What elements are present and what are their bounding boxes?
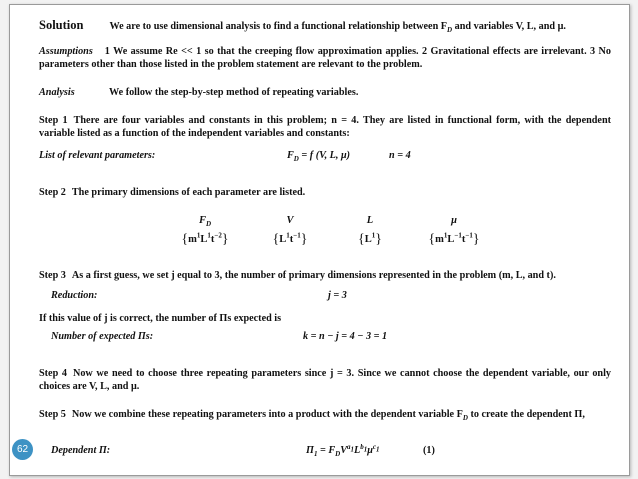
check-text: If this value of j is correct, the number of Πs expected is: [39, 313, 282, 324]
dimension-column-l: [330, 215, 410, 246]
page-number-badge: 62: [12, 439, 33, 460]
dependent-pi-equation: $\Pi_1 = F_DV^{a_1}L^{b_1}\mu^{c_1}$: [306, 442, 380, 459]
parameter-dimension: $\{m^1L^1t^{-2}\}$: [181, 231, 229, 247]
reduction-equation: j = 3: [328, 290, 347, 301]
step2-paragraph: [39, 187, 611, 200]
parameter-symbol: μ: [451, 215, 457, 226]
expected-pi-equation: k = n − j = 4 − 3 = 1: [303, 331, 388, 342]
analysis-text: We follow the step-by-step method of repeating variables.: [109, 87, 359, 98]
slide: [9, 4, 630, 476]
step1-label: Step 1: [39, 115, 68, 126]
step1-paragraph: [39, 115, 611, 140]
solution-text: We are to use dimensional analysis to find a functional relationship between F: [109, 21, 448, 32]
solution-text-tail: and variables V, L, and μ.: [452, 21, 566, 32]
dimension-column-fd: [165, 215, 245, 246]
step4-text: Now we need to choose three repeating parameters since j = 3. Since we cannot choose the dependent variable, our only choices are V, L, and μ.: [39, 368, 611, 392]
parameter-dimension: $\{m^1L^{-1}t^{-1}\}$: [428, 231, 480, 247]
relevant-parameters-label: List of relevant parameters:: [39, 150, 156, 161]
step3-label: Step 3: [39, 270, 66, 281]
dimension-column-v: [250, 215, 330, 246]
n-value: n = 4: [389, 150, 411, 161]
check-paragraph: [39, 313, 611, 326]
expected-pi-label: Number of expected Πs:: [51, 331, 154, 342]
step1-text: There are four variables and constants in this problem; n = 4. They are listed in functional form, with the dependent variable listed as a function of the independent variables and constants:: [39, 115, 611, 139]
parameter-symbol: L: [366, 215, 374, 226]
equation-number: (1): [423, 445, 435, 456]
parameter-dimension: $\{L^1\}$: [358, 231, 382, 247]
dependent-pi-row: [51, 442, 638, 459]
analysis-label: Analysis: [39, 87, 75, 98]
assumptions-label: Assumptions: [39, 46, 93, 57]
solution-text-sub: D: [447, 26, 453, 35]
step5-label: Step 5: [39, 409, 66, 420]
expected-pi-row: [51, 331, 638, 345]
analysis-paragraph: [39, 87, 611, 100]
solution-paragraph: [39, 19, 611, 34]
step5-text-tail: to create the dependent Π,: [467, 409, 585, 420]
step2-label: Step 2: [39, 187, 66, 198]
assumptions-paragraph: [39, 46, 611, 71]
dimension-column-mu: [414, 215, 494, 246]
functional-form-equation: $F_D = f$ (V, L, μ): [287, 150, 351, 164]
reduction-row: [51, 290, 638, 304]
step5-text: Now we combine these repeating parameters into a product with the dependent variable F: [71, 409, 463, 420]
step2-text: The primary dimensions of each parameter are listed.: [71, 187, 306, 198]
relevant-parameters-row: [39, 150, 629, 164]
step4-label: Step 4: [39, 368, 67, 379]
solution-heading: Solution: [39, 18, 84, 32]
step3-text: As a first guess, we set j equal to 3, the number of primary dimensions represented in the problem (m, L, and t).: [71, 270, 556, 281]
document-page: [10, 5, 629, 475]
step5-paragraph: [39, 409, 611, 422]
parameter-symbol: V: [286, 215, 294, 226]
dependent-pi-label: Dependent Π:: [51, 445, 111, 456]
parameter-symbol: $F_D$: [198, 215, 212, 229]
step4-paragraph: [39, 368, 611, 393]
step3-paragraph: [39, 270, 611, 283]
reduction-label: Reduction:: [51, 290, 98, 301]
parameter-dimension: $\{L^1t^{-1}\}$: [272, 231, 308, 247]
assumptions-text: 1 We assume Re << 1 so that the creeping flow approximation applies. 2 Gravitational effects are irrelevant. 3 No parameters other than those listed in the problem statement are relevant to the problem.: [39, 46, 611, 70]
step5-text-sub: D: [462, 414, 468, 423]
